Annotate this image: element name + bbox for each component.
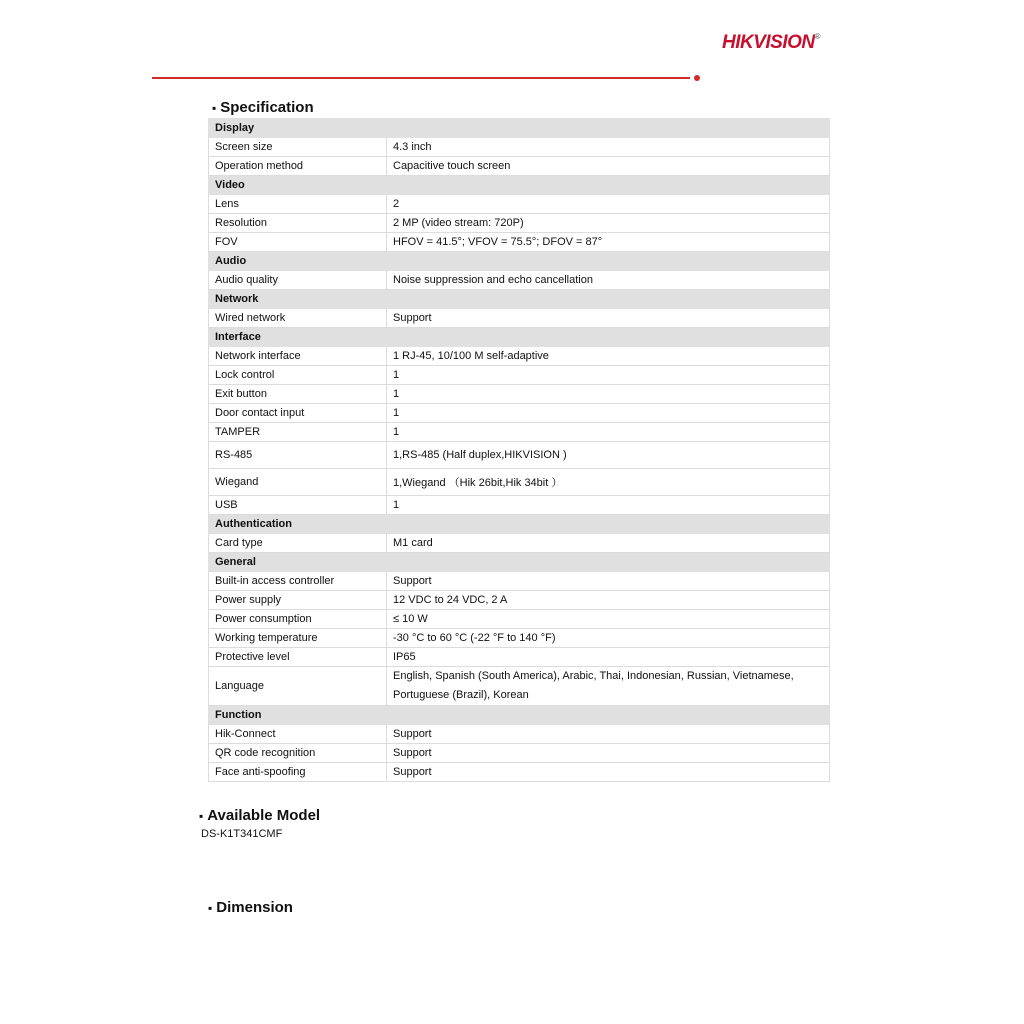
spec-label: Hik-Connect: [209, 725, 387, 744]
spec-value: 1: [387, 496, 830, 515]
dimension-heading-text: Dimension: [216, 899, 293, 916]
model-code: DS-K1T341CMF: [201, 828, 283, 840]
spec-label: QR code recognition: [209, 744, 387, 763]
specification-table-body: [209, 119, 830, 782]
category-row: [209, 176, 830, 195]
category-title: Network: [209, 290, 830, 309]
spec-row: [209, 534, 830, 553]
spec-value: 1: [387, 423, 830, 442]
spec-label: Built-in access controller: [209, 572, 387, 591]
spec-label: Face anti-spoofing: [209, 763, 387, 782]
category-row: [209, 119, 830, 138]
category-title: Interface: [209, 328, 830, 347]
spec-row: [209, 423, 830, 442]
spec-row: [209, 496, 830, 515]
spec-label: Lens: [209, 195, 387, 214]
spec-value: HFOV = 41.5°; VFOV = 75.5°; DFOV = 87°: [387, 233, 830, 252]
category-title: Audio: [209, 252, 830, 271]
bullet-icon: ▪: [199, 809, 204, 823]
spec-value: -30 °C to 60 °C (-22 °F to 140 °F): [387, 629, 830, 648]
spec-value: IP65: [387, 648, 830, 667]
spec-value: 1: [387, 385, 830, 404]
spec-row: [209, 347, 830, 366]
specification-heading-text: Specification: [220, 99, 314, 116]
spec-label: RS-485: [209, 442, 387, 469]
spec-row: [209, 763, 830, 782]
spec-value: 4.3 inch: [387, 138, 830, 157]
spec-label: Door contact input: [209, 404, 387, 423]
spec-value: Support: [387, 763, 830, 782]
logo-text: HIKVISION: [722, 32, 815, 53]
spec-value: Noise suppression and echo cancellation: [387, 271, 830, 290]
spec-value: Support: [387, 744, 830, 763]
specification-table: [208, 118, 830, 782]
spec-value: 1,Wiegand （Hik 26bit,Hik 34bit ）: [387, 469, 830, 496]
spec-row: [209, 404, 830, 423]
spec-value: 2: [387, 195, 830, 214]
available-model-heading-text: Available Model: [207, 807, 321, 824]
category-row: [209, 553, 830, 572]
category-title: Authentication: [209, 515, 830, 534]
spec-value: 1: [387, 366, 830, 385]
spec-value: 1: [387, 404, 830, 423]
spec-row: [209, 667, 830, 706]
spec-row: [209, 572, 830, 591]
spec-label: Exit button: [209, 385, 387, 404]
spec-label: Lock control: [209, 366, 387, 385]
bullet-icon: ▪: [208, 901, 213, 915]
spec-value: 12 VDC to 24 VDC, 2 A: [387, 591, 830, 610]
category-title: Video: [209, 176, 830, 195]
spec-label: Wired network: [209, 309, 387, 328]
category-title: Display: [209, 119, 830, 138]
spec-value: M1 card: [387, 534, 830, 553]
spec-value: Support: [387, 572, 830, 591]
spec-row: [209, 648, 830, 667]
spec-label: FOV: [209, 233, 387, 252]
spec-label: Resolution: [209, 214, 387, 233]
spec-row: [209, 725, 830, 744]
spec-row: [209, 591, 830, 610]
spec-row: [209, 744, 830, 763]
specification-heading: [212, 99, 314, 116]
spec-value: ≤ 10 W: [387, 610, 830, 629]
spec-value: Capacitive touch screen: [387, 157, 830, 176]
spec-row: [209, 138, 830, 157]
available-model-heading: [199, 807, 320, 824]
spec-label: Power supply: [209, 591, 387, 610]
spec-label: Working temperature: [209, 629, 387, 648]
spec-value: 1,RS-485 (Half duplex,HIKVISION ): [387, 442, 830, 469]
spec-row: [209, 366, 830, 385]
spec-label: Screen size: [209, 138, 387, 157]
category-title: Function: [209, 706, 830, 725]
spec-row: [209, 309, 830, 328]
header-divider: [152, 77, 690, 79]
spec-label: Audio quality: [209, 271, 387, 290]
dimension-heading: [208, 899, 293, 916]
spec-value: English, Spanish (South America), Arabic, Thai, Indonesian, Russian, Vietnamese, Portuguese (Brazil), Korean: [387, 667, 830, 706]
header-divider-dot: [694, 75, 700, 81]
spec-label: Network interface: [209, 347, 387, 366]
hikvision-logo: [722, 32, 820, 54]
spec-row: [209, 195, 830, 214]
spec-value: Support: [387, 725, 830, 744]
spec-value: 2 MP (video stream: 720P): [387, 214, 830, 233]
spec-row: [209, 157, 830, 176]
spec-label: USB: [209, 496, 387, 515]
spec-row: [209, 442, 830, 469]
spec-row: [209, 385, 830, 404]
category-title: General: [209, 553, 830, 572]
category-row: [209, 515, 830, 534]
category-row: [209, 328, 830, 347]
spec-row: [209, 271, 830, 290]
spec-label: Operation method: [209, 157, 387, 176]
spec-label: Protective level: [209, 648, 387, 667]
spec-row: [209, 214, 830, 233]
category-row: [209, 290, 830, 309]
registered-mark: ®: [814, 32, 821, 41]
spec-value: 1 RJ-45, 10/100 M self-adaptive: [387, 347, 830, 366]
category-row: [209, 252, 830, 271]
spec-row: [209, 629, 830, 648]
spec-label: Language: [209, 667, 387, 706]
spec-label: TAMPER: [209, 423, 387, 442]
spec-label: Card type: [209, 534, 387, 553]
bullet-icon: ▪: [212, 101, 217, 115]
spec-label: Wiegand: [209, 469, 387, 496]
spec-row: [209, 233, 830, 252]
category-row: [209, 706, 830, 725]
spec-value: Support: [387, 309, 830, 328]
spec-row: [209, 610, 830, 629]
spec-row: [209, 469, 830, 496]
spec-label: Power consumption: [209, 610, 387, 629]
